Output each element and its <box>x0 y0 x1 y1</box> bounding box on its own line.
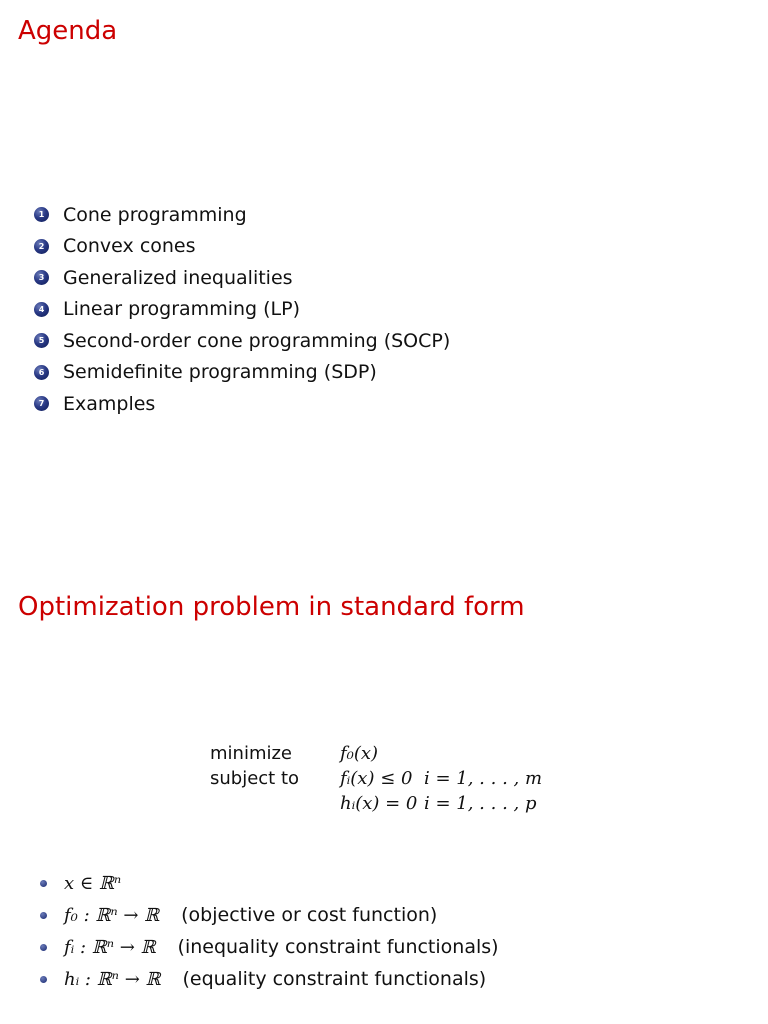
bullet-dot-icon <box>40 976 47 983</box>
problem-index: i = 1, . . . , p <box>424 793 537 814</box>
agenda-item <box>34 357 450 389</box>
number-ball-icon: 3 <box>34 270 49 285</box>
agenda-list <box>34 199 450 420</box>
definition-math: x ∈ ℝⁿ <box>64 872 122 894</box>
agenda-item-label: Cone programming <box>63 203 247 226</box>
number-ball-icon: 5 <box>34 333 49 348</box>
optimization-problem <box>210 741 542 816</box>
definition-math: fᵢ : ℝⁿ → ℝ <box>64 936 156 958</box>
slide-standard-form <box>0 512 768 1024</box>
definition-list <box>40 867 499 995</box>
problem-expression: fᵢ(x) ≤ 0 <box>340 768 413 789</box>
bullet-dot-icon <box>40 880 47 887</box>
number-ball-icon: 6 <box>34 365 49 380</box>
agenda-item <box>34 262 450 294</box>
bullet-dot-icon <box>40 944 47 951</box>
problem-expression: f₀(x) <box>340 743 379 764</box>
agenda-item <box>34 231 450 263</box>
problem-index: i = 1, . . . , m <box>424 768 543 789</box>
agenda-item <box>34 294 450 326</box>
agenda-item <box>34 325 450 357</box>
problem-keyword: minimize <box>210 743 293 764</box>
problem-row <box>210 766 542 791</box>
agenda-item-label: Linear programming (LP) <box>63 298 300 321</box>
agenda-item-label: Second-order cone programming (SOCP) <box>63 329 451 352</box>
slide-title: Optimization problem in standard form <box>18 592 525 622</box>
definition-item <box>40 931 499 963</box>
agenda-item <box>34 388 450 420</box>
agenda-item-label: Semidefinite programming (SDP) <box>63 361 377 384</box>
definition-math: hᵢ : ℝⁿ → ℝ <box>64 968 161 990</box>
problem-keyword: subject to <box>210 768 300 789</box>
number-ball-icon: 1 <box>34 207 49 222</box>
definition-item <box>40 963 499 995</box>
agenda-item-label: Generalized inequalities <box>63 266 293 289</box>
definition-description: (inequality constraint functionals) <box>177 936 499 958</box>
agenda-item-label: Convex cones <box>63 235 196 258</box>
number-ball-icon: 4 <box>34 302 49 317</box>
definition-item <box>40 867 499 899</box>
problem-row <box>210 791 542 816</box>
definition-item <box>40 899 499 931</box>
definition-description: (objective or cost function) <box>181 904 438 926</box>
definition-description: (equality constraint functionals) <box>182 968 487 990</box>
bullet-dot-icon <box>40 912 47 919</box>
problem-expression: hᵢ(x) = 0 <box>340 793 418 814</box>
number-ball-icon: 2 <box>34 239 49 254</box>
agenda-item <box>34 199 450 231</box>
problem-row <box>210 741 542 766</box>
definition-math: f₀ : ℝⁿ → ℝ <box>64 904 160 926</box>
slide-title: Agenda <box>18 16 118 46</box>
number-ball-icon: 7 <box>34 396 49 411</box>
agenda-item-label: Examples <box>63 392 156 415</box>
